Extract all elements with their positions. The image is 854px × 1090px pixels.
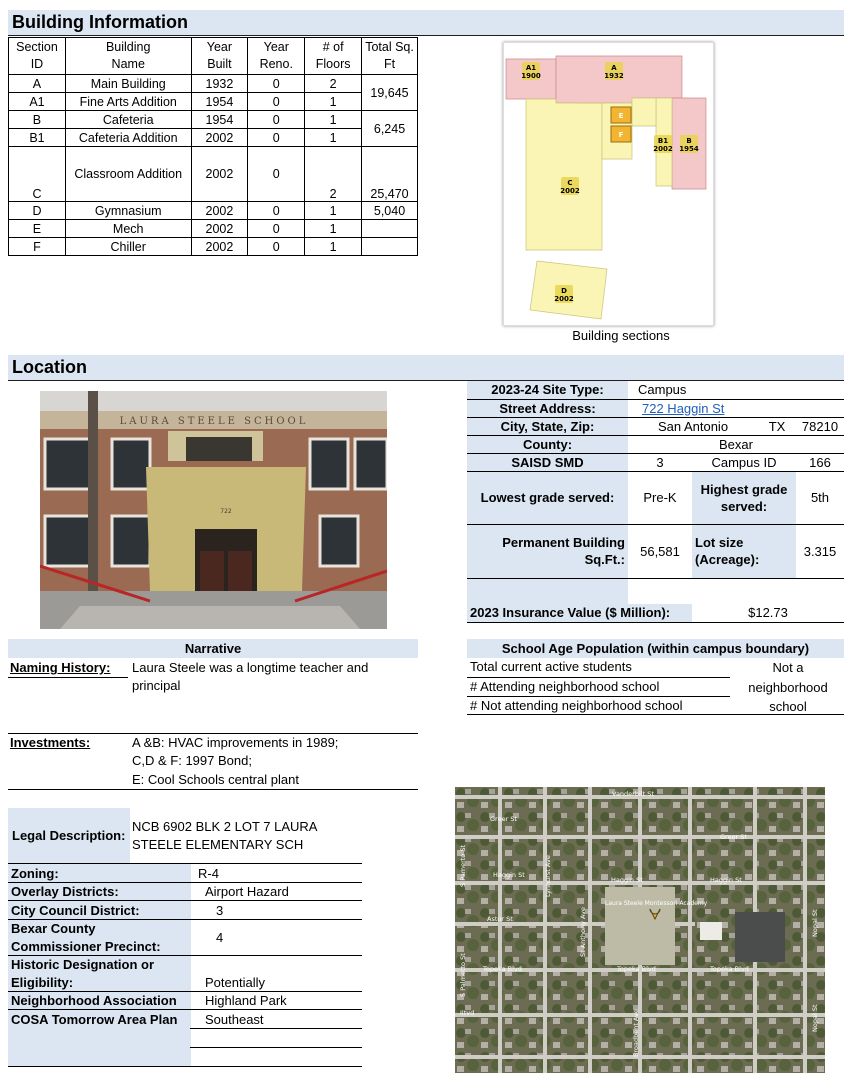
naming-history-label: Naming History: xyxy=(10,660,111,675)
svg-text:Astor St: Astor St xyxy=(487,915,513,923)
legal-description-text: NCB 6902 BLK 2 LOT 7 LAURA STEELE ELEMENTARY SCH xyxy=(132,819,317,852)
svg-text:Broadbent Ave: Broadbent Ave xyxy=(632,1009,640,1057)
label-b1 xyxy=(653,135,673,153)
sqft-row: Permanent Building Sq.Ft.: 56,581 Lot size (Acreage): 3.315 xyxy=(467,524,844,578)
label-b xyxy=(679,135,699,153)
svg-text:B: B xyxy=(686,137,692,145)
svg-text:Topeka Blvd: Topeka Blvd xyxy=(617,965,656,973)
svg-text:Haggin St: Haggin St xyxy=(710,876,742,884)
svg-text:Haggin St: Haggin St xyxy=(611,876,643,884)
table-row: A1 Fine Arts Addition 1954 0 1 xyxy=(9,93,418,111)
svg-text:S Palmetto St: S Palmetto St xyxy=(459,953,467,997)
table-row: F Chiller 2002 0 1 xyxy=(9,238,418,256)
svg-text:Vanderbilt St: Vanderbilt St xyxy=(612,790,654,798)
site-info xyxy=(467,381,844,623)
svg-text:Iltvd: Iltvd xyxy=(460,1009,475,1017)
building-table xyxy=(8,37,418,256)
col-header-name: Building Name xyxy=(65,38,191,75)
svg-text:Topeka Blvd: Topeka Blvd xyxy=(483,965,522,973)
col-header-year-built: Year Built xyxy=(191,38,248,75)
svg-text:722: 722 xyxy=(220,508,232,515)
label-a1 xyxy=(521,62,541,80)
svg-text:A: A xyxy=(611,64,617,72)
svg-text:Nopal St: Nopal St xyxy=(811,909,819,937)
grade-row: Lowest grade served: Pre-K Highest grade served: 5th xyxy=(467,471,844,524)
table-row: D Gymnasium 2002 0 1 5,040 xyxy=(9,202,418,220)
svg-text:Lynhurst Ave: Lynhurst Ave xyxy=(544,855,552,897)
svg-text:1932: 1932 xyxy=(604,72,624,80)
svg-text:St Anthony Ave: St Anthony Ave xyxy=(579,907,587,957)
label-d xyxy=(554,285,574,303)
county-row: County: Bexar xyxy=(467,435,844,453)
svg-text:A1: A1 xyxy=(525,64,537,72)
sqft-a-a1: 19,645 xyxy=(362,75,418,111)
building-sections-map xyxy=(503,42,714,326)
col-header-section: Section ID xyxy=(9,38,66,75)
svg-text:B1: B1 xyxy=(657,137,669,145)
spacer-row xyxy=(467,578,844,604)
school-age-row-3: # Not attending neighborhood school xyxy=(470,698,683,713)
col-header-year-reno: Year Reno. xyxy=(248,38,305,75)
smd-row: SAISD SMD 3 Campus ID 166 xyxy=(467,453,844,471)
building-info-heading: Building Information xyxy=(8,10,844,36)
table-header-row xyxy=(9,38,418,75)
table-row: B Cafeteria 1954 0 1 6,245 xyxy=(9,111,418,129)
svg-text:Haggin St: Haggin St xyxy=(493,871,525,879)
label-f: F xyxy=(618,131,624,139)
label-c xyxy=(560,177,580,195)
site-type-row: 2023-24 Site Type: Campus xyxy=(467,381,844,399)
svg-text:1900: 1900 xyxy=(521,72,541,80)
location-heading: Location xyxy=(8,355,844,381)
aerial-map-svg xyxy=(455,787,825,1073)
svg-text:Greer St: Greer St xyxy=(490,815,517,823)
investments-line-2: C,D & F: 1997 Bond; xyxy=(132,753,252,768)
school-age-row-2: # Attending neighborhood school xyxy=(470,679,660,694)
school-photo-svg xyxy=(40,391,387,629)
investments-label: Investments: xyxy=(10,735,91,750)
svg-text:C: C xyxy=(567,179,573,187)
svg-text:2002: 2002 xyxy=(554,295,574,303)
naming-history-text: Laura Steele was a longtime teacher and principal xyxy=(132,660,369,693)
svg-text:Greer St: Greer St xyxy=(720,833,747,841)
street-row: Street Address: 722 Haggin St xyxy=(467,399,844,417)
svg-text:2002: 2002 xyxy=(560,187,580,195)
street-address-link[interactable]: 722 Haggin St xyxy=(642,400,725,416)
school-photo xyxy=(40,391,387,629)
svg-text:Nopal St: Nopal St xyxy=(811,1004,819,1032)
col-header-floors: # of Floors xyxy=(305,38,362,75)
col-header-sqft: Total Sq. Ft xyxy=(362,38,418,75)
narrative-heading: Narrative xyxy=(8,639,418,658)
svg-text:LAURA STEELE SCHOOL: LAURA STEELE SCHOOL xyxy=(119,416,309,427)
insurance-row: 2023 Insurance Value ($ Million): $12.73 xyxy=(467,604,844,622)
school-age-heading: School Age Population (within campus boundary) xyxy=(467,639,844,658)
table-row: A Main Building 1932 0 2 19,645 xyxy=(9,75,418,93)
table-row: B1 Cafeteria Addition 2002 0 1 xyxy=(9,129,418,147)
svg-text:S Pamerto St: S Pamerto St xyxy=(459,844,467,887)
label-e: E xyxy=(618,112,624,120)
svg-text:1954: 1954 xyxy=(679,145,699,153)
svg-text:Topeka Blvd: Topeka Blvd xyxy=(710,965,749,973)
school-age-note: Not a neighborhood school xyxy=(748,660,828,714)
aerial-map xyxy=(455,787,825,1073)
sqft-b-b1: 6,245 xyxy=(362,111,418,147)
investments-line-3: E: Cool Schools central plant xyxy=(132,772,299,787)
svg-text:D: D xyxy=(561,287,567,295)
sections-map-caption: Building sections xyxy=(572,328,670,343)
poi-label: Laura Steele Montessori Academy xyxy=(605,900,708,907)
svg-text:2002: 2002 xyxy=(653,145,673,153)
school-age-row-1: Total current active students xyxy=(470,659,632,674)
legal-description-label: Legal Description: xyxy=(12,828,126,843)
city-row: City, State, Zip: San Antonio TX 78210 xyxy=(467,417,844,435)
investments-line-1: A &B: HVAC improvements in 1989; xyxy=(132,735,339,750)
table-row: E Mech 2002 0 1 xyxy=(9,220,418,238)
table-row: C Classroom Addition 2002 0 2 25,470 xyxy=(9,147,418,202)
building-sections-svg xyxy=(504,43,715,327)
label-a xyxy=(604,62,624,80)
